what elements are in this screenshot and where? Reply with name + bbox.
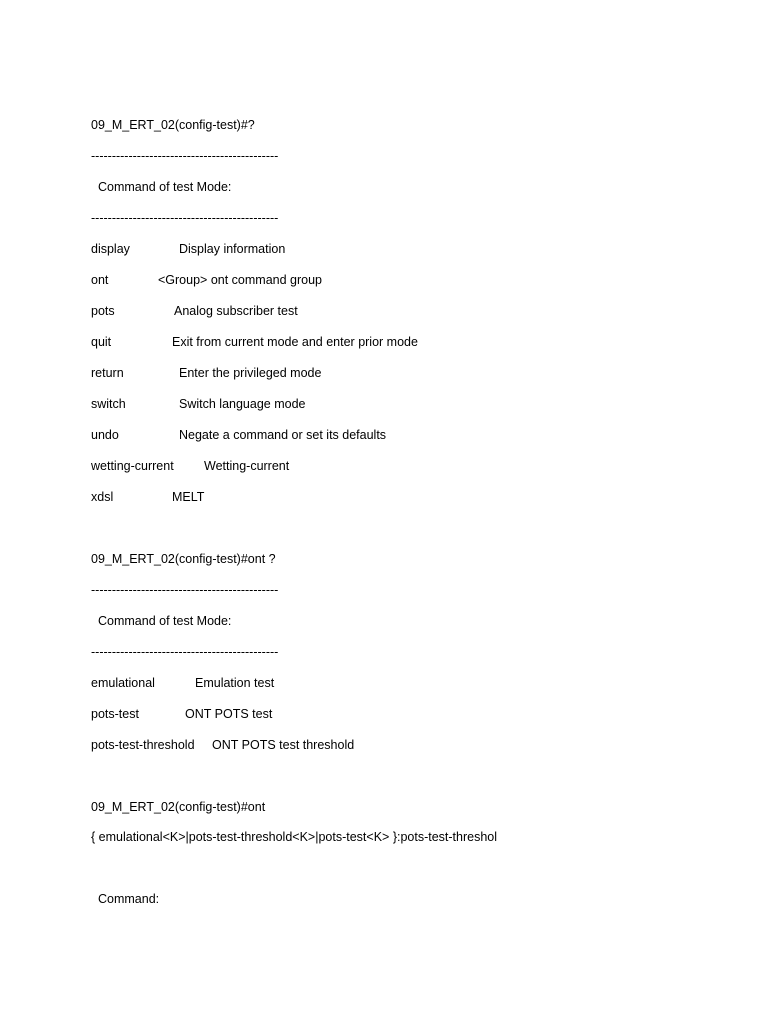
command-description: Display information xyxy=(179,242,286,256)
command-description: Switch language mode xyxy=(179,397,306,411)
command-name: emulational xyxy=(91,676,155,690)
command-description: <Group> ont command group xyxy=(158,273,322,287)
command-description: ONT POTS test threshold xyxy=(212,738,355,752)
command-name: pots xyxy=(91,304,115,318)
section-heading-1: Command of test Mode: xyxy=(98,180,232,194)
command-name: xdsl xyxy=(91,490,114,504)
command-description: Emulation test xyxy=(195,676,275,690)
command-name: pots-test xyxy=(91,707,139,721)
prompt-line-2: 09_M_ERT_02(config-test)#ont ? xyxy=(91,552,276,566)
divider-top-2: --------------------------------------------- xyxy=(91,583,279,597)
prompt-line-3: 09_M_ERT_02(config-test)#ont xyxy=(91,800,266,814)
divider-top-1: --------------------------------------------- xyxy=(91,149,279,163)
command-description: Exit from current mode and enter prior mode xyxy=(172,335,418,349)
prompt-line-1: 09_M_ERT_02(config-test)#? xyxy=(91,118,255,132)
command-name: switch xyxy=(91,397,126,411)
command-name: display xyxy=(91,242,130,256)
command-name: undo xyxy=(91,428,119,442)
command-name: ont xyxy=(91,273,109,287)
command-name: quit xyxy=(91,335,112,349)
divider-bottom-2: --------------------------------------------- xyxy=(91,645,279,659)
command-description: Analog subscriber test xyxy=(174,304,298,318)
command-description: MELT xyxy=(172,490,205,504)
section-heading-2: Command of test Mode: xyxy=(98,614,232,628)
syntax-line: { emulational<K>|pots-test-threshold<K>|pots-test<K> }:pots-test-threshol xyxy=(91,830,498,844)
command-label: Command: xyxy=(98,892,160,906)
command-description: Enter the privileged mode xyxy=(179,366,322,380)
command-name: wetting-current xyxy=(91,459,174,473)
command-description: Negate a command or set its defaults xyxy=(179,428,387,442)
command-description: ONT POTS test xyxy=(185,707,273,721)
command-name: return xyxy=(91,366,124,380)
command-description: Wetting-current xyxy=(204,459,290,473)
command-name: pots-test-threshold xyxy=(91,738,195,752)
divider-bottom-1: --------------------------------------------- xyxy=(91,211,279,225)
